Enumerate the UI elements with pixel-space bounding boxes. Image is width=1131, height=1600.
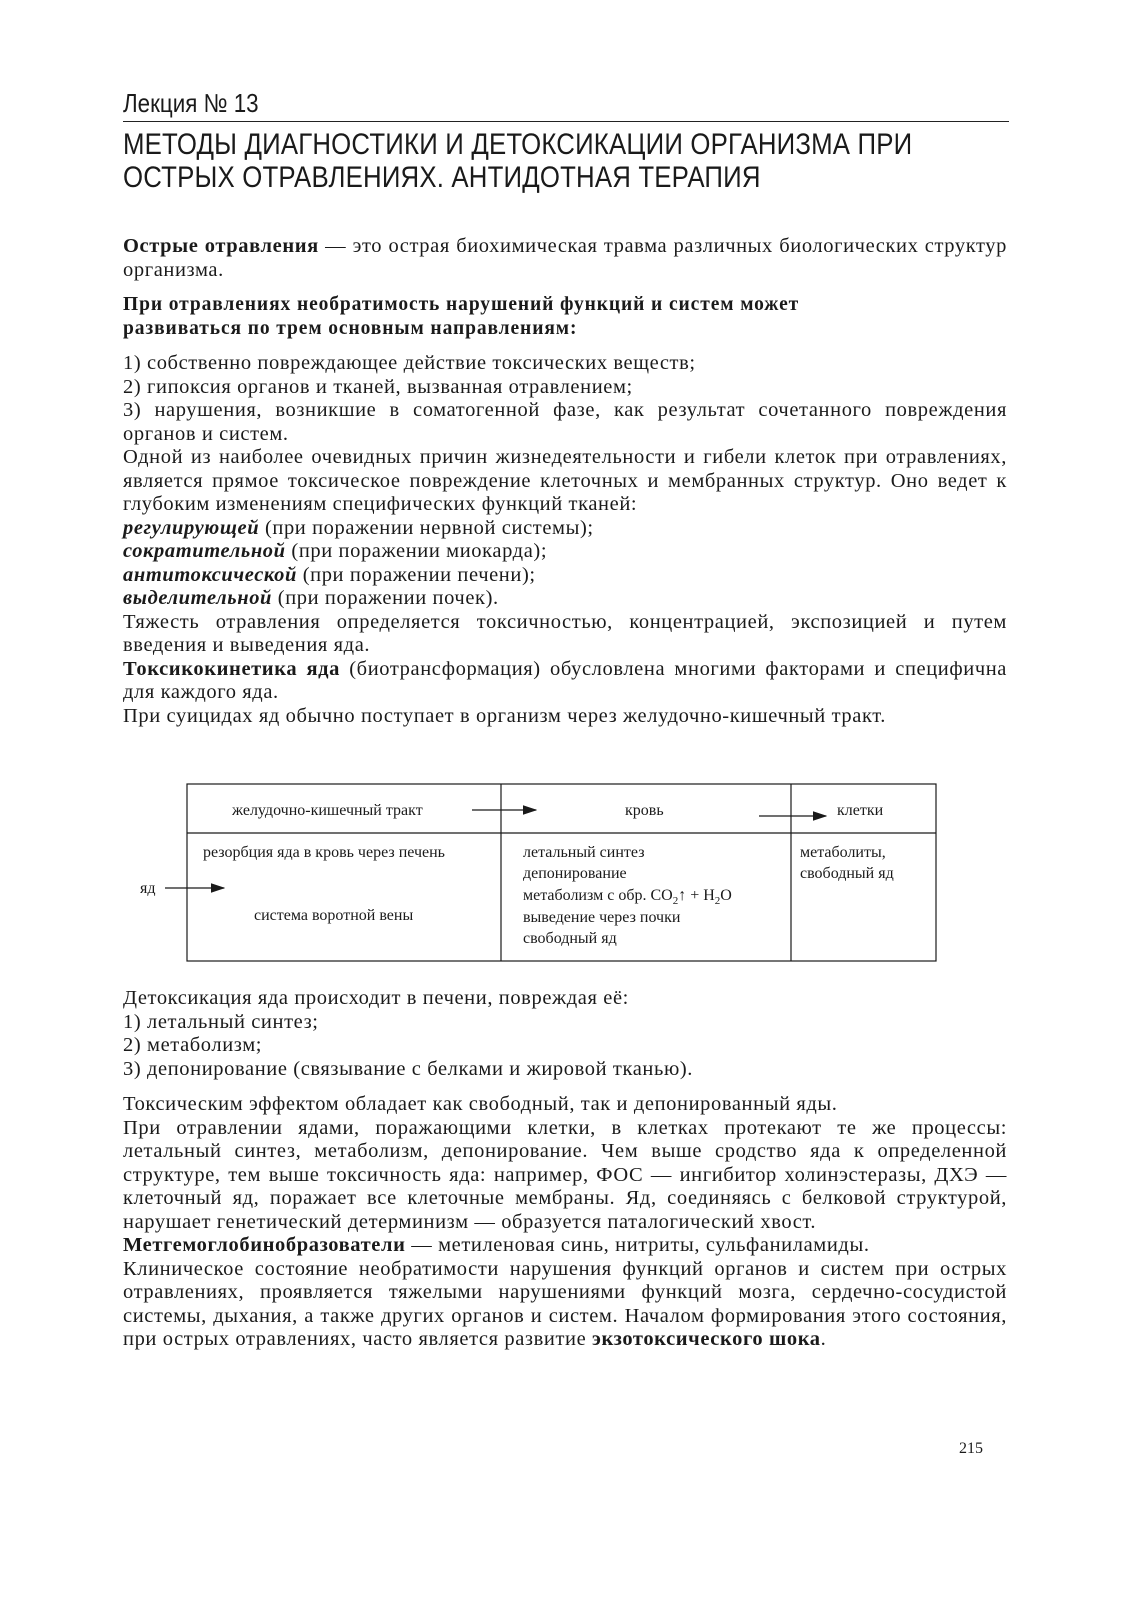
detox-section xyxy=(123,987,1007,1081)
toxic-effect-paragraph: Токсическим эффектом обладает как свободный, так и депонированный яды. xyxy=(123,1093,838,1115)
cause-paragraph: Одной из наиболее очевидных причин жизнедеятельности и гибели клеток при отравлениях, является прямое токсическое повреждение клеточных и мембранных структур. Оно ведет к глубоким изменениям специфических функций тканей: xyxy=(123,446,1007,515)
toxicokinetics-diagram xyxy=(136,782,941,964)
subheading: При отравлениях необратимость нарушений функций и систем может развиваться по трем основным направлениям: xyxy=(123,294,800,339)
function-item: сократительной (при поражении миокарда); xyxy=(123,540,548,562)
diagram-poison-label: яд xyxy=(140,880,156,897)
diagram-header-blood: кровь xyxy=(625,802,664,819)
diagram-resorption: резорбция яда в кровь через печень xyxy=(203,844,445,861)
detox-item: 3) депонирование (связывание с белками и жировой тканью). xyxy=(123,1057,694,1080)
direction-item: 2) гипоксия органов и тканей, вызванная отравлением; xyxy=(123,375,633,398)
header-rule xyxy=(123,121,1009,122)
intro-term: Острые отравления xyxy=(123,235,319,257)
detox-intro: Детоксикация яда происходит в печени, повреждая её: xyxy=(123,987,629,1009)
final-section xyxy=(123,1093,1007,1352)
lecture-header xyxy=(123,86,1009,194)
toxicokinetics-paragraph: Токсикокинетика яда (биотрансформация) обусловлена многими факторами и специфична для каждого яда. xyxy=(123,657,1007,703)
title-line-1: МЕТОДЫ ДИАГНОСТИКИ И ДЕТОКСИКАЦИИ ОРГАНИЗМА ПРИ xyxy=(123,128,913,161)
page-number: 215 xyxy=(959,1440,983,1457)
cells-paragraph: При отравлении ядами, поражающими клетки, в клетках протекают те же процессы: летальный синтез, метаболизм, депонирование. Чем выше сродство яда к определенной структуре, тем выше токсичность яда: например, ФОС — ингибитор холинэстеразы, ДХЭ — клеточный яд, поражает все клеточные мембраны. Яд, соединяясь с белковой структурой, нарушает генетический детерминизм — образуется паталогический хвост. xyxy=(123,1116,1007,1233)
intro-paragraph xyxy=(123,235,1007,282)
lecture-number: Лекция № 13 xyxy=(123,88,259,118)
diagram-header-gi-tract: желудочно-кишечный тракт xyxy=(232,802,423,819)
severity-paragraph: Тяжесть отравления определяется токсичностью, концентрацией, экспозицией и путем введения и выведения яда. xyxy=(123,610,1007,656)
diagram-kidney-excretion: выведение через почки xyxy=(523,909,681,926)
intro-definition: — это острая биохимическая травма различных биологических структур организма. xyxy=(123,235,1007,281)
diagram-metabolites: метаболиты, xyxy=(800,844,886,861)
clinical-paragraph: Клиническое состояние необратимости нарушения функций органов и систем при острых отравлениях, проявляется тяжелыми нарушениями функций мозга, сердечно-сосудистой системы, дыхания, а также других органов и систем. Началом формирования этого состояния, при острых отравлениях, часто является развитие экзотоксического шока. xyxy=(123,1257,1007,1350)
methemoglobin-paragraph: Метгемоглобинобразователи — метиленовая синь, нитриты, сульфаниламиды. xyxy=(123,1234,870,1256)
diagram-portal-vein: система воротной вены xyxy=(254,907,414,924)
diagram-metabolism: метаболизм с обр. $CO_2↑ + H_2O$ xyxy=(523,887,732,908)
diagram-free-poison: свободный яд xyxy=(523,930,617,947)
title-line-2: ОСТРЫХ ОТРАВЛЕНИЯХ. АНТИДОТНАЯ ТЕРАПИЯ xyxy=(123,161,761,194)
function-item: выделительной (при поражении почек). xyxy=(123,587,499,609)
diagram-header-cells: клетки xyxy=(837,802,884,819)
diagram-lethal-synthesis: летальный синтез xyxy=(523,844,645,861)
detox-item: 2) метаболизм; xyxy=(123,1034,263,1056)
diagram-free-poison-cells: свободный яд xyxy=(800,865,894,882)
lecture-title xyxy=(123,128,1009,194)
directions-list xyxy=(123,352,1007,728)
direction-item: 3) нарушения, возникшие в соматогенной фазе, как результат сочетанного повреждения органов и систем. xyxy=(123,399,1007,445)
function-item: антитоксической (при поражении печени); xyxy=(123,563,536,586)
function-item: регулирующей (при поражении нервной системы); xyxy=(123,516,594,539)
direction-item: 1) собственно повреждающее действие токсических веществ; xyxy=(123,352,696,374)
detox-item: 1) летальный синтез; xyxy=(123,1010,319,1033)
suicide-paragraph: При суицидах яд обычно поступает в организм через желудочно-кишечный тракт. xyxy=(123,704,886,727)
diagram-deposition: депонирование xyxy=(523,865,627,882)
